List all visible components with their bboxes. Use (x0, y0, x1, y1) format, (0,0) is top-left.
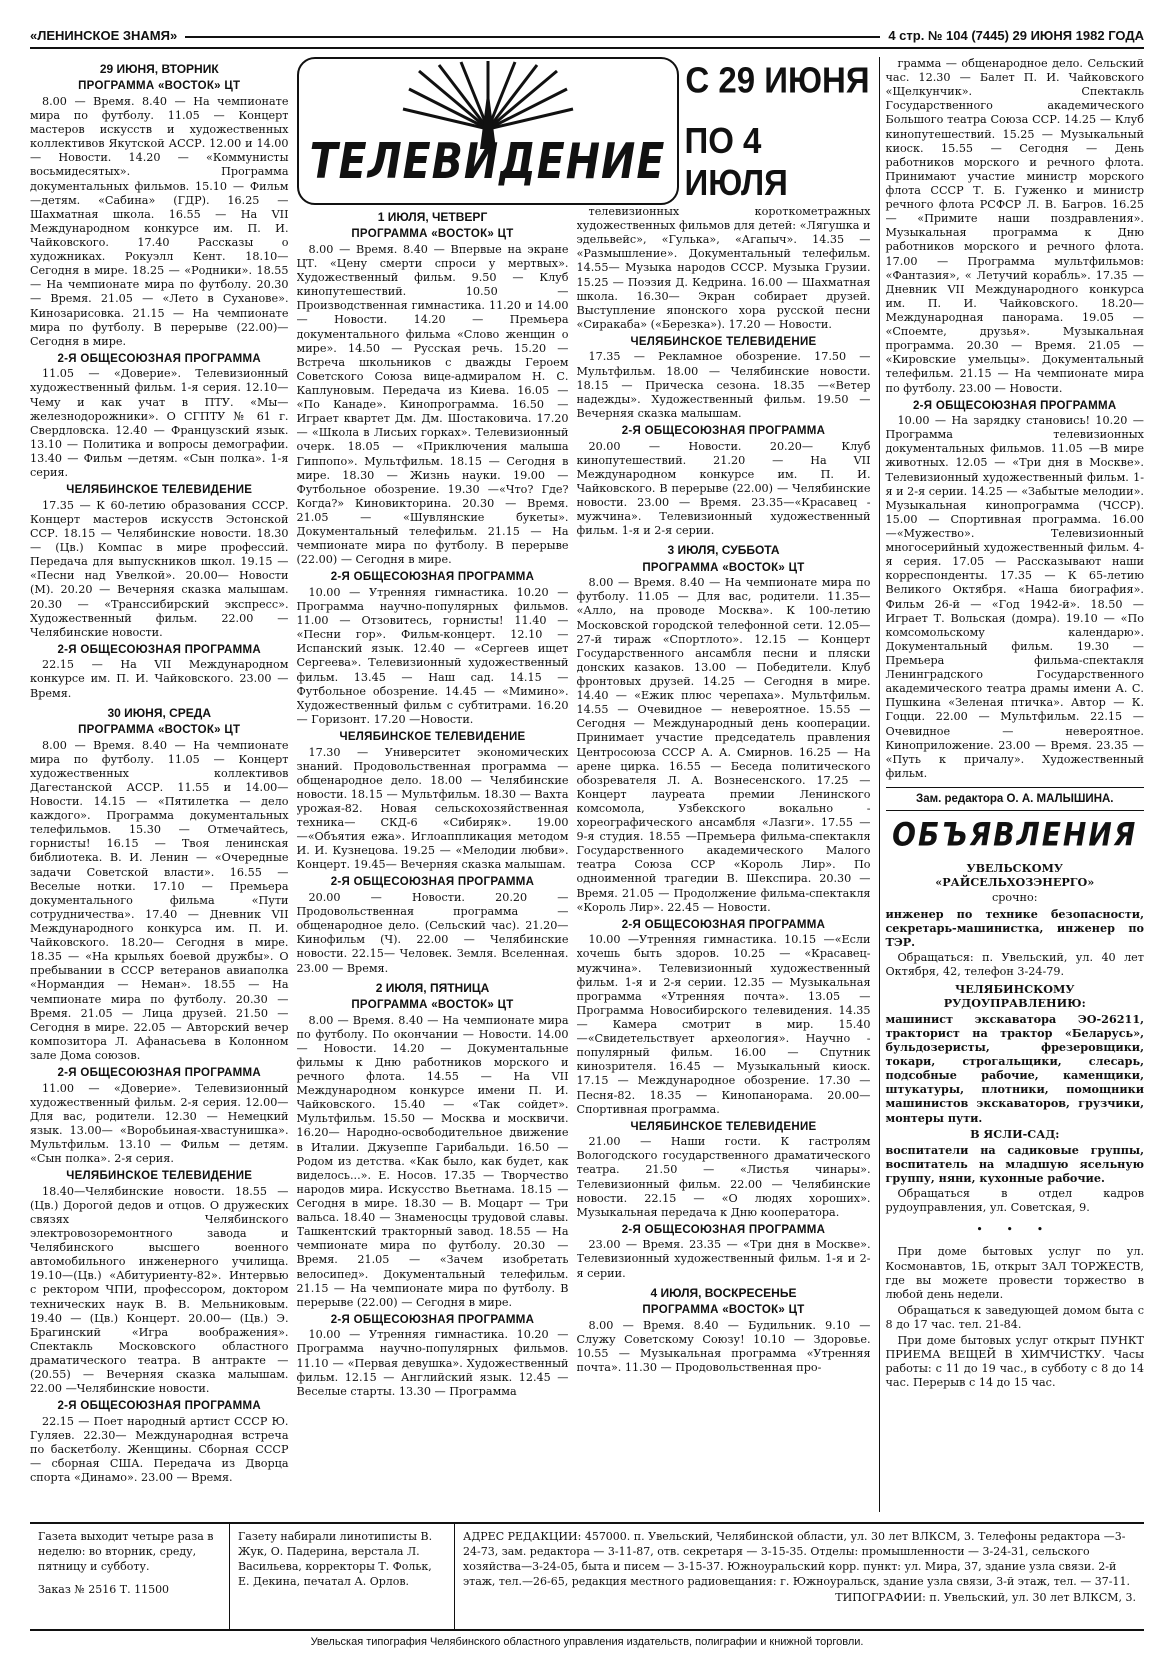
section-heading: ПРОГРАММА «ВОСТОК» ЦТ (351, 228, 514, 241)
schedule-text: 20.00 — Новости. 20.20— Клуб кинопутешествий. 21.20 — На VII Международном конкурсе им. П. И. Чайковского. В перерыве (22.00) — Челябинские новости. 23.00 — Время. 23.35—«Красавец - мужчина». Телевизионный художественный фильм. 1-я и 2-я серии. (576, 439, 871, 538)
section-heading: ЧЕЛЯБИНСКОЕ ТЕЛЕВИДЕНИЕ (66, 484, 253, 497)
schedule-text: 10.00 —Утренняя гимнастика. 10.15 —«Если хочешь быть здоров. 10.25 — «Красавец-мужчина». Телевизионный художественный фильм. 1-я и 2-я серии. 12.35 — Музыкальная программа «Утренняя почта». 13.05 — Программа Новосибирского телевидения. 14.35— Камера смотрит в мир. 15.40 —«Свидетельствует археология». Научно - популярный фильм. 16.00 — Спутник кинозрителя. 16.45 — Музыкальный киоск. 17.15 — Международное обозрение. 17.30 — Песня-82. 18.35 — Кинопанорама. 20.00—Спортивная программа. (576, 933, 871, 1116)
section-heading: 2-Я ОБЩЕСОЮЗНАЯ ПРОГРАММА (621, 425, 826, 438)
ad-text: При доме бытовых услуг открыт ПУНКТ ПРИЕМА ВЕЩЕЙ В ХИМЧИСТКУ. Часы работы: с 11 до 19 час., в субботу с 8 до 14 час. Перерыв с 14 до 15 час. (885, 1334, 1144, 1390)
column-5 (879, 57, 1145, 1512)
section-heading: ПРОГРАММА «ВОСТОК» ЦТ (642, 561, 805, 574)
deputy-editor: Зам. редактора О. А. МАЛЫШИНА. (886, 787, 1145, 811)
section-heading: 2-Я ОБЩЕСОЮЗНАЯ ПРОГРАММА (330, 571, 535, 584)
middle-columns (297, 205, 871, 1512)
ad-jobs: воспитатели на садиковые группы, воспитатель на младшую ясельную группу, няни, кухонные рабочие. (885, 1142, 1144, 1185)
schedule-text: 22.15 — На VII Международном конкурсе им. П. И. Чайковского. 23.00 — Время. (30, 658, 289, 700)
schedule-text: 21.00 — Наши гости. К гастролям Вологодского государственного драматического театра. 21.50 — «Листья чинары». Телевизионный фильм. 22.00 — Челябинские новости. 22.15 — «О людях хороших». Музыкальная передача к Дню кооператора. (576, 1135, 871, 1219)
schedule-text: 8.00 — Время. 8.40 — Будильник. 9.10 — Служу Советскому Союзу! 10.10 — Здоровье. 10.55 — Музыкальная программа «Утренняя почта». 11.30 — Продовольственная про- (576, 1318, 871, 1374)
ads-heading: ОБЪЯВЛЕНИЯ (892, 815, 1138, 854)
section-heading: 2-Я ОБЩЕСОЮЗНАЯ ПРОГРАММА (330, 876, 535, 889)
section-heading: ПРОГРАММА «ВОСТОК» ЦТ (642, 1304, 805, 1317)
ad-jobs: машинист экскаватора ЭО-26211, тракторист на трактор «Беларусь», бульдозеристы, фрезеровщики, токари, строгальщики, слесарь, подсобные рабочие, каменщики, штукатуры, плотники, помощники машинистов экскаваторов, грузчики, монтеры пути. (885, 1011, 1144, 1125)
middle-block (297, 57, 871, 1512)
schedule-text: 17.30 — Университет экономических знаний. Продовольственная программа — общенародное дело. 18.00 — Челябинские новости. 18.15 — Мультфильм. 18.30 — Вахта урожая-82. Новая сельскохозяйственная техника— СКД-6 «Сибиряк». 19.00 —«Объятия ежа». Иглоаппликация методом И. И. Кузнецова. 19.25 — «Мелодии любви». Концерт. 19.45— Вечерняя сказка малышам. (296, 745, 569, 872)
day-heading: 29 ИЮНЯ, ВТОРНИК (99, 62, 219, 76)
day-heading: 3 ИЮЛЯ, СУББОТА (667, 543, 780, 558)
section-heading: ПРОГРАММА «ВОСТОК» ЦТ (351, 999, 514, 1012)
ad-contact: Обращаться к заведующей домом быта с 8 до 17 час. тел. 21-84. (885, 1303, 1144, 1331)
schedule-text: 8.00 — Время. 8.40 — На чемпионате мира по футболу. 11.05 — Концерт художественных коллективов Дагестанской АССР. 11.55 и 14.00— Новости. 14.15 — «Пятилетка — дело каждого». Программа документальных телефильмов. 15.30 — Отмечайтесь, горнисты! 16.15 — Твоя ленинская библиотека. В. И. Ленин — «Очередные задачи Советской власти». 16.55 — Веселые нотки. 17.10 — Премьера документального фильма «Пути сотрудничества». 17.40 — Дневник VII Международного конкурса им. П. И. Чайковского. 18.20— Сегодня в мире. 18.35 — «На крыльях боевой дружбы». О пребывании в СССР ветеранов авиаполка «Нормандия — Неман». 18.55 — На чемпионате мира по футболу. 20.30 — Время. 21.05 — Лица друзей. 21.50 — Сегодня в мире. 22.05 — Авторский вечер композитора Л. Афанасьева в Колонном зале Дома союзов. (30, 738, 289, 1062)
day-heading: 30 ИЮНЯ, СРЕДА (107, 705, 212, 720)
section-heading: ЧЕЛЯБИНСКОЕ ТЕЛЕВИДЕНИЕ (339, 731, 526, 744)
ad-recipient: УВЕЛЬСКОМУ «РАЙСЕЛЬХОЗЭНЕРГО» (935, 860, 1095, 889)
schedule-text: грамма — общенародное дело. Сельский час. 12.30 — Балет П. И. Чайковского «Щелкунчик». Спектакль Государственного академического Большого театра Союза ССР. 14.25 — Клуб кинопутешествий. 15.25 — Музыкальный киоск. 15.55 — Сегодня — День работников морского и речного флота. Принимают участие министр морского флота СССР Т. Б. Гуженко и министр речного флота РСФСР Л. В. Багров. 16.25 — «Примите наши поздравления». Музыкальная программа к Дню работников морского и речного флота. 17.00 — Программа мультфильмов: «Фантазия», « Летучий корабль». 17.35 — Дневник VII Международного конкурса им. П. И. Чайковского. 18.20— Международная панорама. 19.05 — «Споемте, друзья». Музыкальная программа. 20.30 — Время. 21.05 — «Кировские умельцы». Документальный телефильм. 21.15 — На чемпионате мира по футболу. 23.00 — Новости. (885, 57, 1144, 395)
section-heading: 2-Я ОБЩЕСОЮЗНАЯ ПРОГРАММА (621, 1223, 826, 1236)
schedule-text: 20.00 — Новости. 20.20 — Продовольственная программа — общенародное дело. (Сельский час). 21.20— Кинофильм (Ч). 22.00 — Челябинские новости. 22.15— Человек. Земля. Вселенная. 23.00 — Время. (296, 890, 569, 975)
section-heading: ПРОГРАММА «ВОСТОК» ЦТ (78, 80, 241, 93)
section-heading: 2-Я ОБЩЕСОЮЗНАЯ ПРОГРАММА (57, 1067, 262, 1080)
typography-address: ТИПОГРАФИИ: п. Увельский, ул. 30 лет ВЛКСМ, 3. (835, 1591, 1136, 1605)
ad-text: При доме бытовых услуг по ул. Космонавтов, 1Б, открыт ЗАЛ ТОРЖЕСТВ, где вы можете провести торжество в любой день недели. (885, 1245, 1144, 1301)
schedule-text: 8.00 — Время. 8.40 — На чемпионате мира по футболу. По окончании — Новости. 14.00 — Новости. 14.20 — Документальные фильмы к Дню работников морского и речного флота. 14.55 — На VII Международном конкурсе имени П. И. Чайковского. 15.40 — «Так сойдет». Мультфильм. 15.50 — Москва и москвичи. 16.20— Народно-освободительное движение в Италии. Джузеппе Гарибальди. 16.50 — Родом из детства. «Как было, как будет, как виделось...». Е. Носов. 17.35 — Творчество народов мира. Искусство Вьетнама. 18.15 — Сегодня в мире. 18.30 — В. Моцарт — Три вальса. 18.40 — Знаменосцы трудовой славы. Ташкентский тракторный завод. 18.55 — На чемпионате мира по футболу. 20.30 — Время. 21.05 — «Зачем изобретать велосипед». Документальный телефильм. 21.15 — На чемпионате мира по футболу. В перерыве (22.00) — Сегодня в мире. (296, 1013, 569, 1309)
imprint-footer (30, 1522, 1144, 1631)
tv-logo (297, 57, 679, 205)
day-heading: 4 ИЮЛЯ, ВОСКРЕСЕНЬЕ (650, 1285, 797, 1300)
ad-jobs: инженер по технике безопасности, секретарь-машинистка, инженер по ТЭР. (885, 907, 1144, 950)
section-heading: ЧЕЛЯБИНСКОЕ ТЕЛЕВИДЕНИЕ (630, 1120, 817, 1133)
page-header (30, 28, 1144, 49)
column-3 (577, 205, 871, 1512)
separator-dots: • • • (976, 1223, 1054, 1237)
address-text: АДРЕС РЕДАКЦИИ: 457000. п. Увельский, Челябинской области, ул. 30 лет ВЛКСМ, 3. Телефоны редактора —3-24-73, зам. редактора — 3-11-87, отв. секретаря — 3-15-35. Отделы: промышленности — 3-24-31, сельского хозяйства—3-24-05, быта и писем — 3-15-37. Южноуральский корр. пункт: ул. Мира, 37, здание узла связи. 2-й этаж, тел.—26-65, редакция местного радиовещания: г. Южноуральск, здание узла связи, 3-й этаж, тел. — 37-11. (463, 1530, 1130, 1588)
section-heading: ПРОГРАММА «ВОСТОК» ЦТ (78, 724, 241, 737)
editorial-address (455, 1524, 1144, 1629)
day-heading: 1 ИЮЛЯ, ЧЕТВЕРГ (377, 210, 488, 224)
schedule-text: 10.00 — Утренняя гимнастика. 10.20 — Программа научно-популярных фильмов. 11.00 — Отзовитесь, горнисты! 11.40 — «Песни гор». Фильм-концерт. 12.10 — Испанский язык. 12.40 — «Сергеев ищет Сергеева». Телевизионный художественный фильм. 13.45 — Наш сад. 14.15 — Футбольное обозрение. 14.45 — «Мимино». Художественный фильм с субтитрами. 16.20 — Горизонт. 17.20 —Новости. (296, 585, 569, 726)
section-heading: 2-Я ОБЩЕСОЮЗНАЯ ПРОГРАММА (621, 918, 826, 931)
tv-banner (297, 57, 871, 205)
column-2 (297, 205, 569, 1512)
header-rule (185, 36, 880, 38)
section-heading: 2-Я ОБЩЕСОЮЗНАЯ ПРОГРАММА (57, 643, 262, 656)
schedule-text: телевизионных короткометражных художественных фильмов для детей: «Лягушка и эдельвейс», «Гулька», «Агапыч». 14.35 — «Размышление». Документальный телефильм. 14.55— Музыка народов СССР. Музыка Грузии. 15.25 — Поэзия Д. Кедрина. 16.00 — Шахматная школа. 16.30— Экран собирает друзей. Выступление японского хора русской песни «Сиракаба» («Березка»). 17.20 — Новости. (576, 205, 871, 331)
ad-nursery: В ЯСЛИ-САД: (970, 1126, 1060, 1141)
tv-program-section (30, 57, 1144, 1512)
date-range (685, 50, 871, 213)
schedule-text: 17.35 — Рекламное обозрение. 17.50 — Мультфильм. 18.00 — Челябинские новости. 18.15 — Прическа сезона. 18.35 —«Ветер надежды». Художественный фильм. 19.50 — Вечерняя сказка малышам. (576, 350, 871, 420)
issue-info: 4 стр. № 104 (7445) 29 ИЮНЯ 1982 ГОДА (888, 28, 1144, 43)
schedule-text: 18.40—Челябинские новости. 18.55 — (Цв.) Дорогой дедов и отцов. О дружеских связях Челябинского электровозоремонтного завода и Челябинского высшего военного автомобильного инженерного училища. 19.10—(Цв.) «Абитуриенту-82». Интервью с ректором ЧПИ, профессором, доктором технических наук В. В. Мельниковым. 19.40 — (Цв.) Концерт. 20.00— (Цв.) Э. Брагинский «Игра воображения». Спектакль Московского областного драматического театра. В антракте — (20.55) — Вечерняя сказка малышам. 22.00 —Челябинские новости. (30, 1184, 289, 1396)
ad-urgent: срочно: (991, 890, 1038, 904)
publication-schedule: Газета выходит четыре раза в неделю: во вторник, среду, пятницу и субботу. (38, 1530, 214, 1573)
schedule-text: 10.00 — Утренняя гимнастика. 10.20 — Программа научно-популярных фильмов. 11.10 — «Первая девушка». Художественный фильм. 12.15 — Английский язык. 12.45 — Веселые старты. 13.30 — Программа (296, 1328, 569, 1398)
schedule-text: 8.00 — Время. 8.40 — На чемпионате мира по футболу. 11.05 — Для вас, родители. 11.35— «Алло, на проводе Москва». К 100-летию Московской городской телефонной сети. 12.05—27-й тираж «Спортлото». 12.15 — Концерт Государственного ансамбля песни и пляски донских казаков. 13.00 — Победители. Клуб фронтовых друзей. 14.25 — Сегодня в мире. 14.40 — «Ежик плюс черепаха». Мультфильм. 14.55 — Очевидное — невероятное. 15.55 — Сегодня — Международный день кооперации. Принимает участие председатель правления Центросоюза СССР А. А. Смирнов. 16.25 — На арене цирка. 16.55 — Беседа политического обозревателя Л. А. Вознесенского. 17.25 — Концерт лауреата премии Ленинского комсомола, Узбекского вокально - хореографического ансамбля «Лазги». 17.55 — 9-я студия. 18.55 —Премьера фильма-спектакля Государственного академического Малого театра Союза ССР «Король Лир». По одноименной трагедии В. Шекспира. 20.30 — Время. 21.05 — Продолжение фильма-спектакля «Король Лир». 22.45 — Новости. (576, 576, 871, 914)
schedule-text: 8.00 — Время. 8.40 — Впервые на экране ЦТ. «Цену смерти спроси у мертвых». Художественный фильм. 9.50 — Клуб кинопутешествий. 10.50 — Производственная гимнастика. 11.20 и 14.00 — Новости. 14.20 — Премьера документального фильма «Слово женщин о мире». 14.50 — Русская речь. 15.20 — Встреча школьников с дважды Героем Советского Союза вице-адмиралом Н. С. Каплуновым. Передача из Киева. 16.05 — «По Канаде». Кинопрограмма. 16.50 — Играет квартет Дм. Дм. Шостаковича. 17.20 — «Школа в Лисьих горках». Телевизионный очерк. 18.05 — «Приключения малыша Гиппопо». Мультфильм. 18.15 — Сегодня в мире. 18.30 — Жизнь науки. 19.00 — Футбольное обозрение. 19.30 —«Что? Где? Когда?» Киновикторина. 20.30 — Время. 21.05 — «Шувлянские букеты». Документальный телефильм. 21.15 — На чемпионате мира по футболу. В перерыве (22.00) — Сегодня в мире. (296, 242, 569, 567)
date-from: С 29 ИЮНЯ (685, 58, 870, 100)
column-1 (30, 57, 289, 1512)
schedule-text: 11.05 — «Доверие». Телевизионный художественный фильм. 1-я серия. 12.10— Чему и как учат в ПТУ. «Мы—железнодорожники». О СГПТУ № 61 г. Свердловска. 12.40 — Французский язык. 13.10 — Политика и вопросы демографии. 13.40 — Фильм —детям. «Сын полка». 1-я серия. (30, 367, 289, 480)
section-heading: 2-Я ОБЩЕСОЮЗНАЯ ПРОГРАММА (912, 399, 1117, 412)
section-heading: ЧЕЛЯБИНСКОЕ ТЕЛЕВИДЕНИЕ (630, 335, 817, 348)
schedule-text: 22.15 — Поет народный артист СССР Ю. Гуляев. 22.30— Международная встреча по баскетболу. Женщины. Сборная СССР — сборная США. Передача из Дворца спорта «Динамо». 23.00 — Время. (30, 1414, 289, 1485)
schedule-text: 11.00 — «Доверие». Телевизионный художественный фильм. 2-я серия. 12.00—Для вас, родители. 12.30 — Немецкий язык. 13.00— «Воробьиная-хвастунишка». Мультфильм. 13.10 — Фильм — детям. «Сын полка». 2-я серия. (30, 1081, 289, 1166)
date-to: ПО 4 ИЮЛЯ (684, 119, 788, 202)
day-heading: 2 ИЮЛЯ, ПЯТНИЦА (375, 980, 490, 995)
printer-info: Увельская типография Челябинского областного управления издательств, полиграфии и книжной торговли. (310, 1636, 864, 1648)
schedule-text: 10.00 — На зарядку становись! 10.20 — Программа телевизионных документальных фильмов. 11.05 —В мире животных. 12.05 — «Три дня в Москве». Телевизионный художественный фильм. 1-я и 2-я серии. 14.25 — «Забытые мелодии». Музыкальная кинопрограмма (ЧССР). 15.00 — Спортивная программа. 16.00 —«Мужество». Телевизионный многосерийный художественный фильм. 4-я серия. 17.05 — Рассказывают наши корреспонденты. 17.35 — К 65-летию Великого Октября. «Наша биография». Фильм 26-й — «Год 1942-й». 18.50 — Играет Т. Вольская (домра). 19.10 — «По комсомольскому календарю». Документальный фильм. 19.30 — Премьера фильма-спектакля Ленинградского Государственного академического театра драмы имени А. С. Пушкина «Зеленая птичка». Автор — К. Гоцци. 22.00 — Мультфильм. 22.15 — Очевидное — невероятное. Киноприложение. 23.00 — Время. 23.35 — «Путь к причалу». Художественный фильм. (885, 414, 1144, 780)
section-heading: ЧЕЛЯБИНСКОЕ ТЕЛЕВИДЕНИЕ (66, 1170, 253, 1183)
ad-contact: Обращаться в отдел кадров рудоуправления, ул. Советская, 9. (885, 1187, 1144, 1215)
order-number: Заказ № 2516 Т. 11500 (38, 1582, 170, 1596)
schedule-text: 8.00 — Время. 8.40 — На чемпионате мира по футболу. 11.05 — Концерт мастеров искусств и художественных коллективов Якутской АССР. 12.00 и 14.00 — Новости. 14.20 — «Коммунисты восьмидесятых». Программа документальных фильмов. 15.10 — Фильм—детям. «Сабина» (ГДР). 16.25 — Шахматная школа. 16.55 — На VII Международном конкурсе им. П. И. Чайковского. 17.40 Рассказы о художниках. Рокуэлл Кент. 18.10— Сегодня в мире. 18.25 — «Родники». 18.55 — На чемпионате мира по футболу. 20.30 — Время. 21.05 — «Лето в Суханове». Кинозарисовка. 21.15 — На чемпионате мира по футболу. В перерыве (22.00)— Сегодня в мире. (30, 94, 289, 348)
staff-info: Газету набирали линотиписты В. Жук, О. Падерина, верстала Л. Васильева, корректоры Т. Фольк, Е. Декина, печатал А. Орлов. (230, 1524, 455, 1629)
section-heading: 2-Я ОБЩЕСОЮЗНАЯ ПРОГРАММА (57, 1400, 262, 1413)
ad-contact: Обращаться: п. Увельский, ул. 40 лет Октября, 42, телефон 3-24-79. (885, 951, 1144, 979)
section-heading: 2-Я ОБЩЕСОЮЗНАЯ ПРОГРАММА (57, 352, 262, 365)
schedule-text: 23.00 — Время. 23.35 — «Три дня в Москве». Телевизионный художественный фильм. 1-я и 2-я серии. (576, 1238, 871, 1280)
paper-name: «ЛЕНИНСКОЕ ЗНАМЯ» (30, 28, 178, 43)
ad-recipient: ЧЕЛЯБИНСКОМУ РУДОУПРАВЛЕНИЮ: (943, 981, 1086, 1010)
publication-info (30, 1524, 230, 1629)
section-heading: 2-Я ОБЩЕСОЮЗНАЯ ПРОГРАММА (330, 1313, 535, 1326)
tv-title: ТЕЛЕВИДЕНИЕ (309, 132, 666, 190)
schedule-text: 17.35 — К 60-летию образования СССР. Концерт мастеров искусств Эстонской ССР. 18.15 — Челябинские новости. 18.30 — (Цв.) Компас в мире профессий. Передача для выпускников школ. 19.15 — «Песни над Увелкой». 20.00— Новости (М). 20.20 — Вечерняя сказка малышам. 20.30 — «Транссибирский экспресс». Художественный фильм. 22.00 — Челябинские новости. (30, 498, 289, 639)
